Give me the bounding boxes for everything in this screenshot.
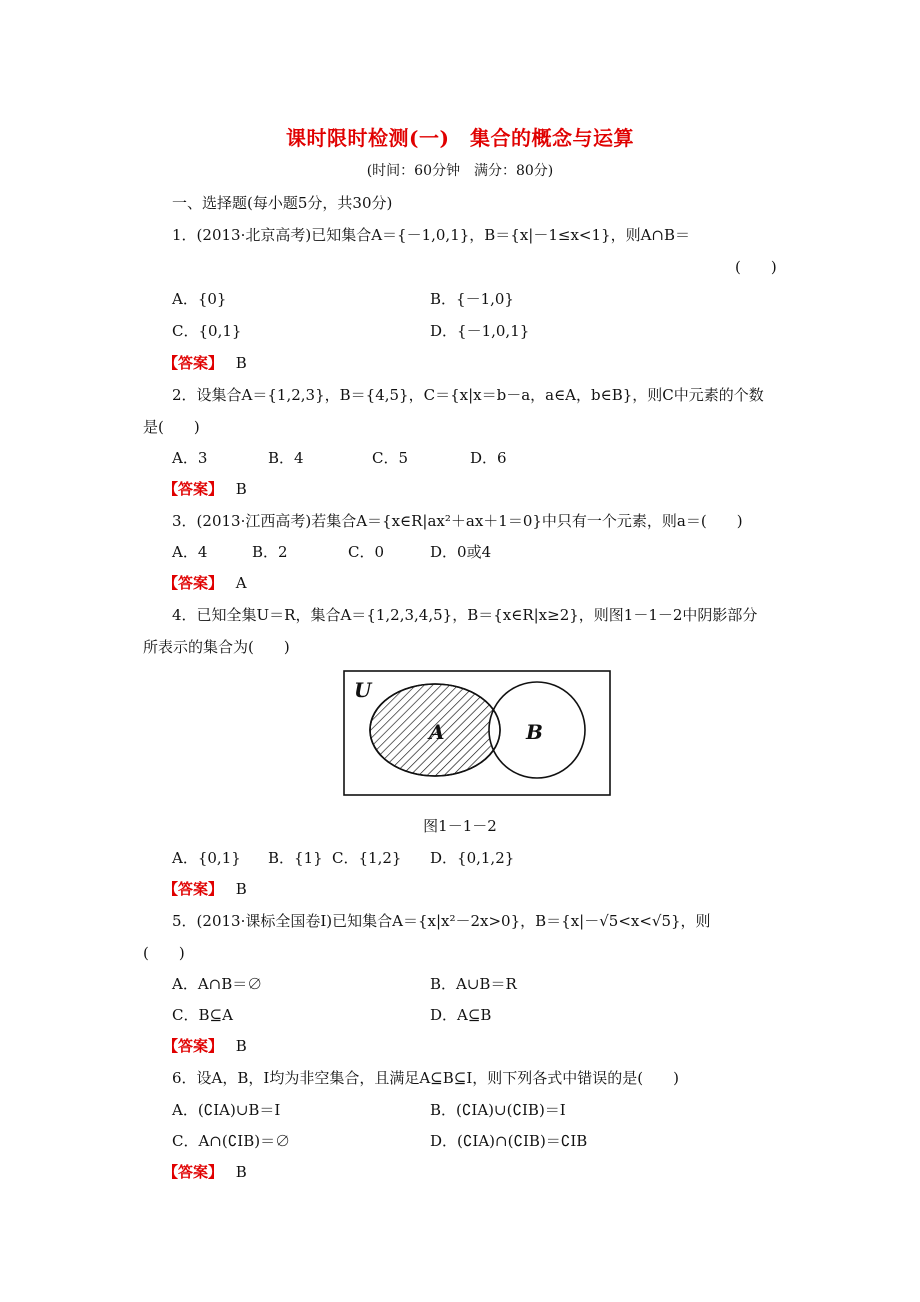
q2-answer-value: B xyxy=(235,480,247,498)
q4-option-c: C．{1,2} xyxy=(332,849,402,867)
q6-option-d: D．(∁IA)∩(∁IB)＝∁IB xyxy=(430,1132,588,1150)
q5-option-d: D．A⊆B xyxy=(430,1006,492,1024)
q3-option-c: C．0 xyxy=(348,543,385,561)
set-a-label: A xyxy=(429,720,445,744)
answer-tag: 【答案】 xyxy=(163,1163,224,1181)
q6-option-c: C．A∩(∁IB)＝∅ xyxy=(172,1132,291,1150)
answer-tag: 【答案】 xyxy=(163,880,224,898)
q5-stem-line2: ( ) xyxy=(143,944,185,962)
q4-stem-line2: 所表示的集合为( ) xyxy=(143,638,290,656)
q2-stem-line1: 2．设集合A＝{1,2,3}，B＝{4,5}，C＝{x|x＝b－a，a∈A，b∈B}，则C中元素的个数 xyxy=(172,386,764,404)
q3-option-d: D．0或4 xyxy=(430,543,492,561)
q4-answer-value: B xyxy=(235,880,247,898)
answer-tag: 【答案】 xyxy=(163,354,224,372)
page-title: 课时限时检测(一) 集合的概念与运算 xyxy=(286,126,634,150)
q4-option-b: B．{1} xyxy=(268,849,323,867)
q1-option-a: A．{0} xyxy=(172,290,227,308)
q1-blank: ( ) xyxy=(735,258,777,276)
q2-option-c: C．5 xyxy=(372,449,409,467)
page-subtitle: (时间：60分钟 满分：80分) xyxy=(366,163,554,179)
q4-stem-line1: 4．已知全集U＝R，集合A＝{1,2,3,4,5}，B＝{x∈R|x≥2}，则图1－1－2中阴影部分 xyxy=(172,606,758,624)
q1-option-d: D．{－1,0,1} xyxy=(430,322,530,340)
answer-tag: 【答案】 xyxy=(163,1037,224,1055)
q1-answer xyxy=(163,352,247,373)
q1-stem: 1．(2013·北京高考)已知集合A＝{－1,0,1}，B＝{x|－1≤x<1}，则A∩B＝ xyxy=(172,226,691,244)
section-heading: 一、选择题(每小题5分，共30分) xyxy=(172,194,393,212)
answer-tag: 【答案】 xyxy=(163,480,224,498)
q5-option-c: C．B⊆A xyxy=(172,1006,233,1024)
set-b-label: B xyxy=(526,720,543,744)
q3-option-b: B．2 xyxy=(252,543,288,561)
q5-option-b: B．A∪B＝R xyxy=(430,975,517,993)
q1-option-b: B．{－1,0} xyxy=(430,290,514,308)
q5-stem-line1: 5．(2013·课标全国卷Ⅰ)已知集合A＝{x|x²－2x>0}，B＝{x|－√5<x<√5}，则 xyxy=(172,912,711,930)
q4-option-a: A．{0,1} xyxy=(172,849,241,867)
q5-answer-value: B xyxy=(235,1037,247,1055)
q2-answer xyxy=(163,478,247,499)
q6-answer-value: B xyxy=(235,1163,247,1181)
q6-stem: 6．设A，B，I均为非空集合，且满足A⊆B⊆I，则下列各式中错误的是( ) xyxy=(172,1069,679,1087)
q1-answer-value: B xyxy=(235,354,247,372)
q3-answer xyxy=(163,572,247,593)
q2-option-d: D．6 xyxy=(470,449,507,467)
q2-option-b: B．4 xyxy=(268,449,304,467)
venn-diagram xyxy=(340,667,614,799)
q5-option-a: A．A∩B＝∅ xyxy=(172,975,263,993)
q4-answer xyxy=(163,878,247,899)
q6-option-b: B．(∁IA)∪(∁IB)＝I xyxy=(430,1101,566,1119)
q3-answer-value: A xyxy=(235,574,247,592)
q6-answer xyxy=(163,1161,247,1182)
q6-option-a: A．(∁IA)∪B＝I xyxy=(172,1101,281,1119)
set-u-label: U xyxy=(354,678,372,702)
q2-option-a: A．3 xyxy=(172,449,208,467)
q1-option-c: C．{0,1} xyxy=(172,322,242,340)
q3-option-a: A．4 xyxy=(172,543,208,561)
q3-stem: 3．(2013·江西高考)若集合A＝{x∈R|ax²＋ax＋1＝0}中只有一个元素，则a＝( ) xyxy=(172,512,743,530)
figure-caption: 图1－1－2 xyxy=(423,817,497,835)
answer-tag: 【答案】 xyxy=(163,574,224,592)
q2-stem-line2: 是( ) xyxy=(143,418,200,436)
q4-option-d: D．{0,1,2} xyxy=(430,849,515,867)
q5-answer xyxy=(163,1035,247,1056)
